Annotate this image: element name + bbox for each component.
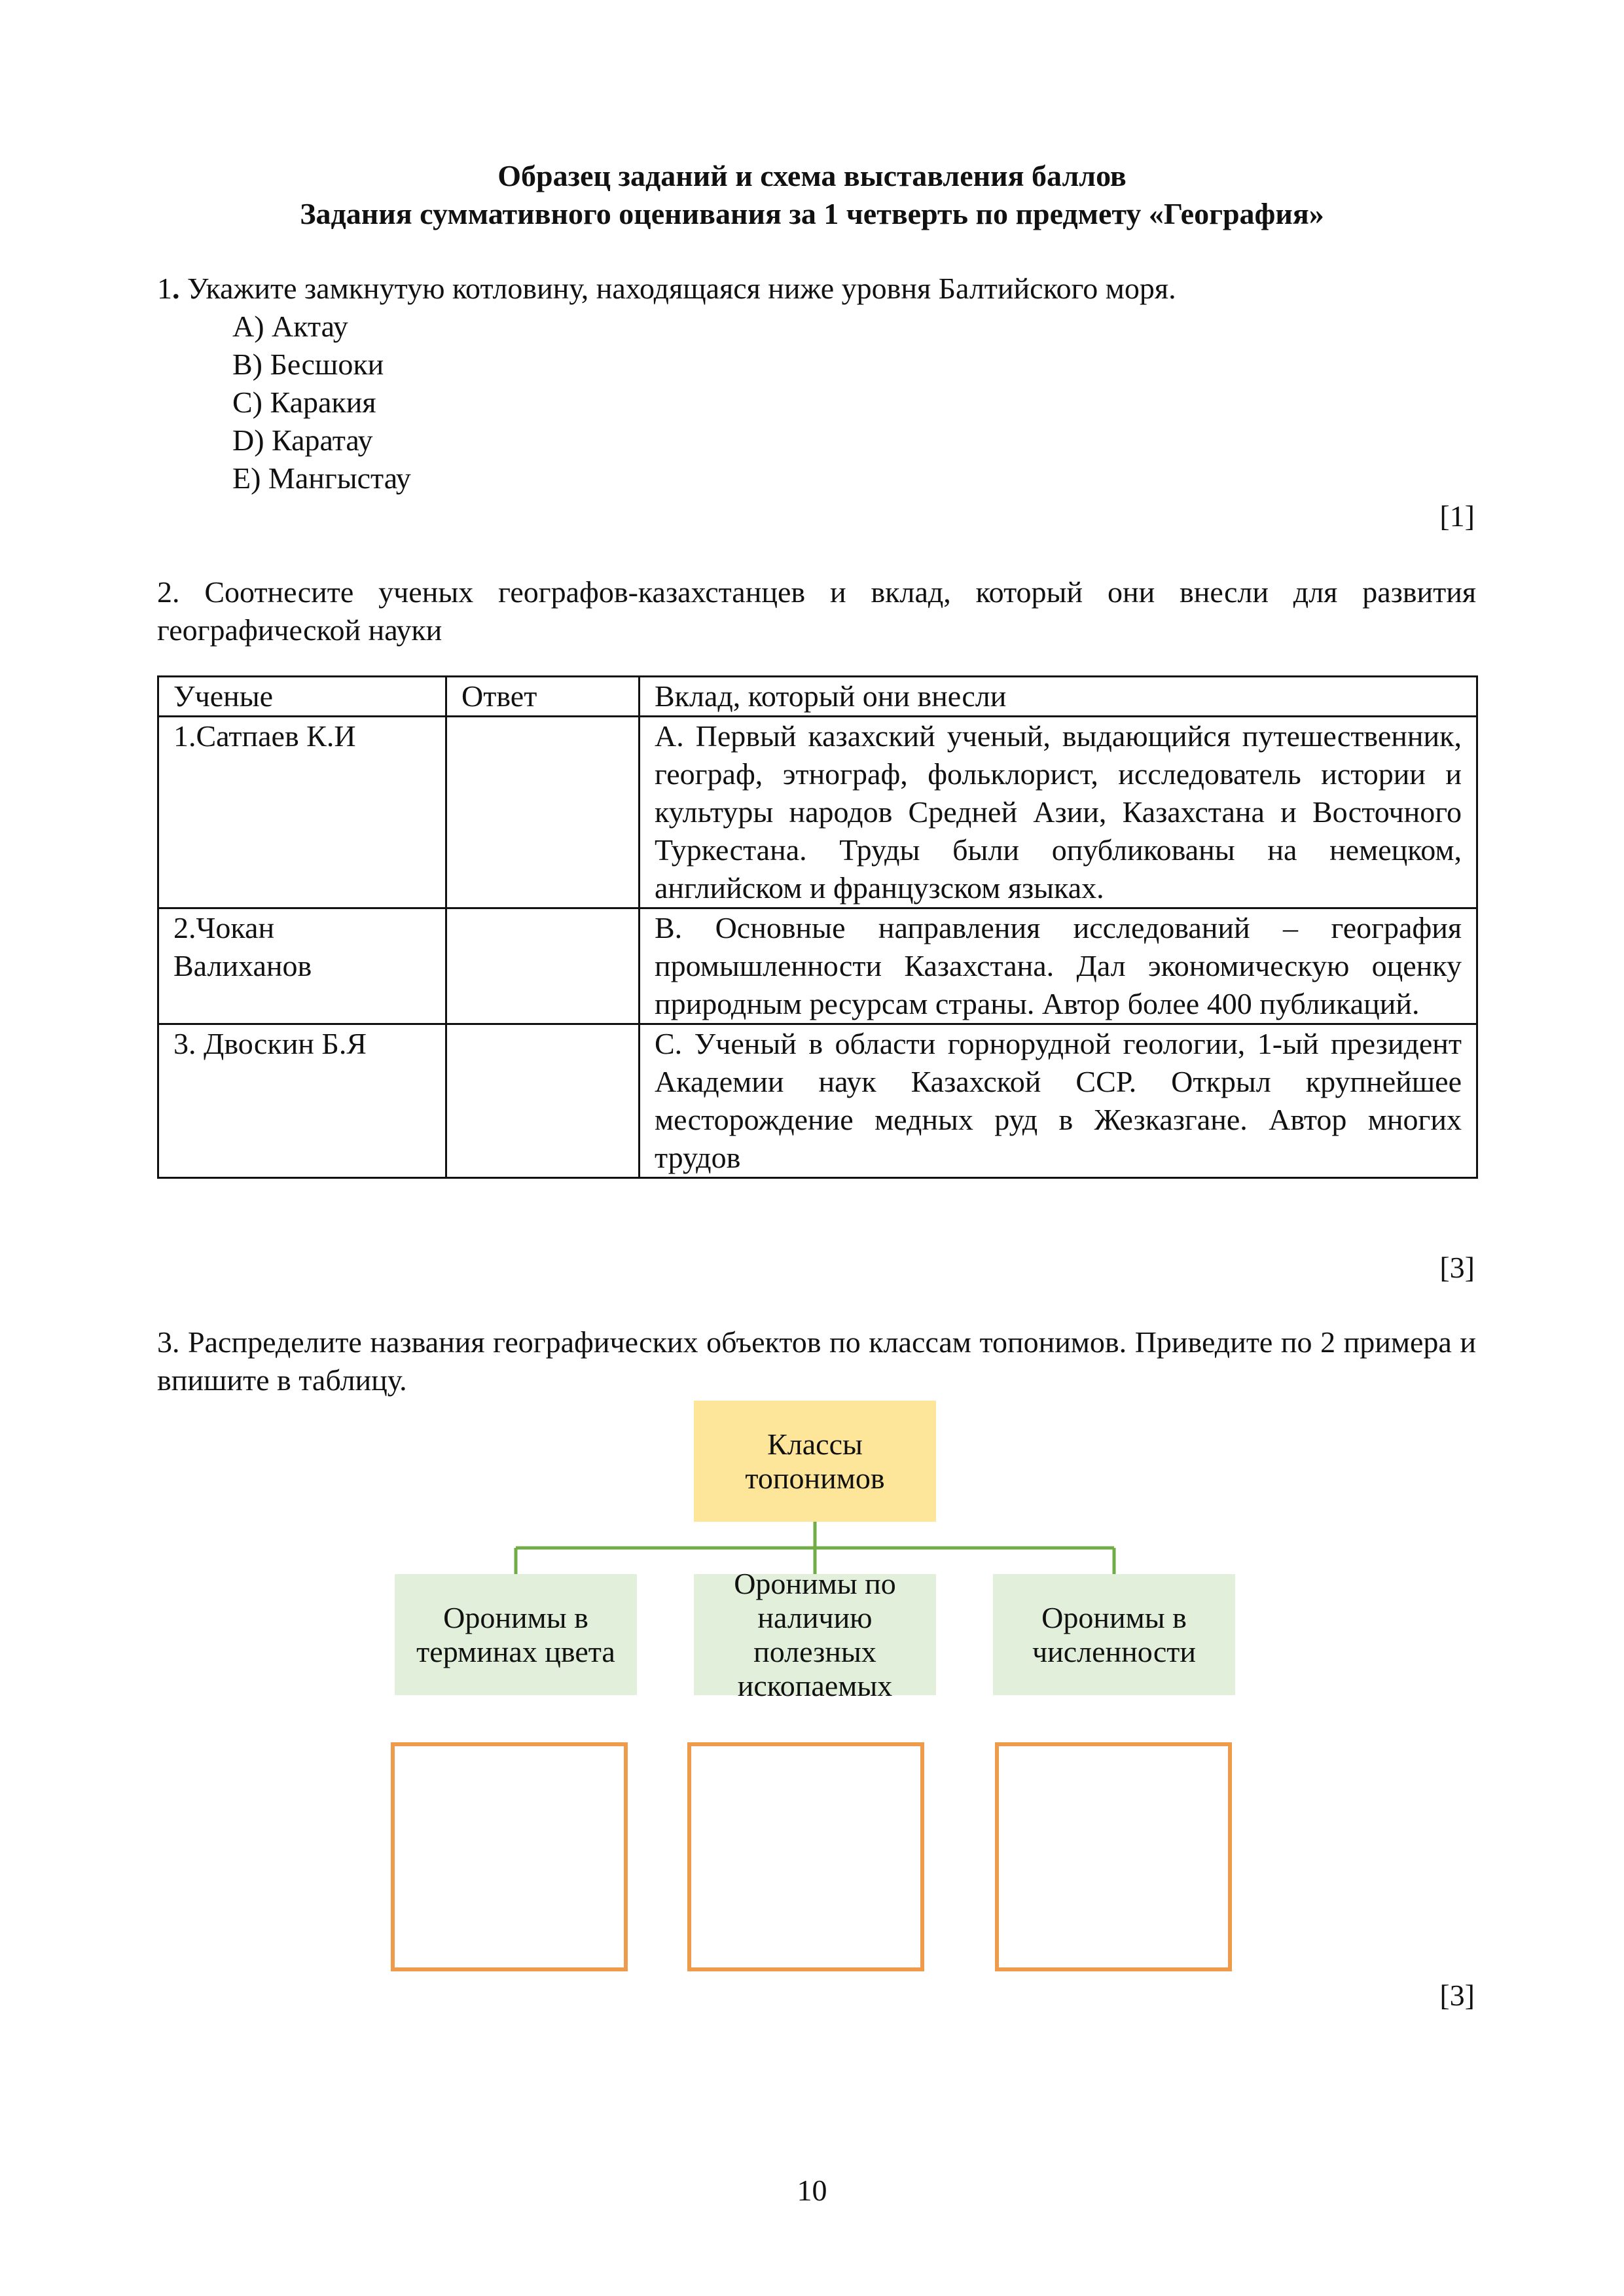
class-label: Оронимы в численности (1032, 1600, 1197, 1668)
page-subtitle: Задания суммативного оценивания за 1 четверть по предмету «География» (300, 197, 1324, 230)
q1-score: [1] (1439, 499, 1475, 533)
scientist-cell: 3. Двоскин Б.Я (158, 1024, 446, 1178)
contribution-cell: C. Ученый в области горнорудной геологии, 1-ый президент Академии наук Казахской ССР. Открыл крупнейшее месторождение медных руд в Жезказгане. Автор многих трудов (640, 1024, 1477, 1178)
class-box-numbers (993, 1574, 1235, 1695)
q1-option-c: C) Каракия (232, 386, 376, 419)
contribution-cell: A. Первый казахский ученый, выдающийся путешественник, географ, этнограф, фольклорист, исследователь истории и культуры народов Средней Азии, Казахстана и Восточного Туркестана. Труды были опубликованы на немецком, английском и французском языках. (640, 717, 1477, 908)
q1-option-d: D) Каратау (232, 423, 373, 457)
question-1-text: Укажите замкнутую котловину, находящаяся ниже уровня Балтийского моря. (179, 272, 1176, 305)
column-header: Ответ (446, 677, 640, 717)
scientist-cell: 2.Чокан Валиханов (158, 908, 446, 1024)
scientist-cell: 1.Сатпаев К.И (158, 717, 446, 908)
column-header: Ученые (158, 677, 446, 717)
q1-option-a: A) Актау (232, 310, 348, 343)
question-2-text: 2. Соотнесите ученых географов-казахстанцев и вклад, который они внесли для развития географической науки (157, 575, 1476, 647)
answer-box-numbers[interactable] (995, 1742, 1232, 1971)
question-1-number: 1 (157, 272, 172, 305)
class-label: Оронимы по наличию полезных ископаемых (734, 1566, 896, 1702)
q1-option-b: B) Бесшоки (232, 348, 384, 381)
column-header: Вклад, который они внесли (640, 677, 1477, 717)
diagram-root-label: Классы топонимов (745, 1427, 885, 1495)
answer-box-minerals[interactable] (687, 1742, 924, 1971)
q2-score: [3] (1439, 1251, 1475, 1284)
answer-box-color[interactable] (391, 1742, 628, 1971)
class-label: Оронимы в терминах цвета (416, 1600, 615, 1668)
page-title: Образец заданий и схема выставления баллов (497, 159, 1127, 192)
diagram-root-box (694, 1401, 936, 1522)
class-box-color (395, 1574, 637, 1695)
page-number: 10 (797, 2174, 827, 2207)
q3-score: [3] (1439, 1979, 1475, 2012)
class-box-minerals (694, 1566, 936, 1702)
q1-option-e: E) Мангыстау (232, 461, 411, 495)
question-3-text: 3. Распределите названия географических объектов по классам топонимов. Приведите по 2 примера и впишите в таблицу. (157, 1325, 1476, 1397)
question-1: 1. Укажите замкнутую котловину, находящаяся ниже уровня Балтийского моря. (157, 272, 1176, 305)
contribution-cell: B. Основные направления исследований – география промышленности Казахстана. Дал экономическую оценку природным ресурсам страны. Автор более 400 публикаций. (640, 908, 1477, 1024)
